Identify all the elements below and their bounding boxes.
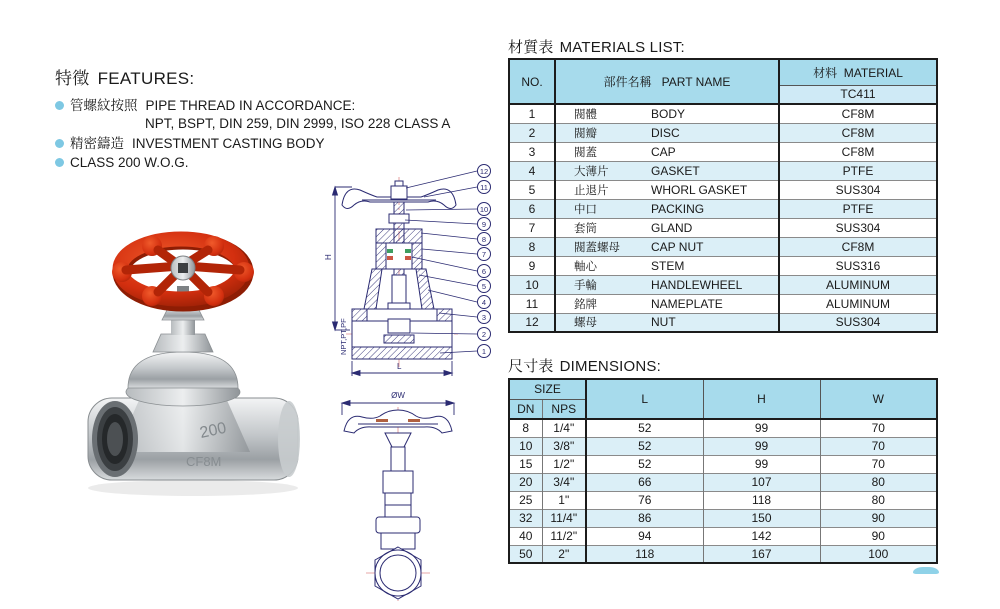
cell-dn: 15 — [509, 455, 542, 473]
col-h: H — [703, 379, 820, 419]
features-section — [55, 64, 495, 172]
callout-9: 9 — [481, 220, 487, 229]
callout-bubbles — [478, 165, 491, 358]
cell-part-zh: 軸心 — [574, 260, 597, 273]
cell-nps: 11/2" — [542, 527, 586, 545]
cell-w: 90 — [820, 527, 937, 545]
table-row — [509, 509, 937, 527]
dim-w-label: ØW — [391, 391, 405, 400]
cell-part-en: NAMEPLATE — [651, 296, 723, 311]
cell-l: 76 — [638, 493, 652, 507]
features-title — [55, 64, 495, 89]
feature-zh: 管螺紋按照 — [70, 98, 138, 113]
feature-en: CLASS 200 W.O.G. — [70, 155, 189, 170]
col-part-en: PART NAME — [661, 75, 731, 89]
cell-no: 12 — [509, 313, 555, 332]
callout-6: 6 — [481, 267, 487, 276]
cell-material: PTFE — [779, 199, 937, 218]
cell-dn: 20 — [509, 473, 542, 491]
dim-l-label: L — [397, 362, 402, 371]
cell-material: CF8M — [779, 104, 937, 123]
callout-1: 1 — [481, 347, 487, 356]
materials-header-row — [509, 59, 937, 85]
cell-w: 90 — [820, 509, 937, 527]
cell-w: 70 — [820, 419, 937, 437]
valve-marking-material: CF8M — [186, 454, 222, 469]
cell-material: CF8M — [779, 142, 937, 161]
cell-no: 10 — [509, 275, 555, 294]
cell-no: 1 — [509, 104, 555, 123]
bullet-icon — [55, 139, 64, 148]
cell-dn: 40 — [509, 527, 542, 545]
callout-2: 2 — [481, 330, 487, 339]
cell-part-zh: 閥蓋螺母 — [555, 237, 647, 256]
table-row — [509, 104, 937, 123]
material-grade: TC411 — [779, 85, 937, 104]
cell-material: SUS304 — [779, 313, 937, 332]
features-title-en: FEATURES: — [97, 69, 195, 88]
cell-nps: 3/8" — [542, 437, 586, 455]
cell-no: 7 — [509, 218, 555, 237]
callout-5: 5 — [481, 282, 487, 291]
cell-part-en: NUT — [647, 313, 779, 332]
cell-part-zh: 止退片 — [574, 184, 609, 197]
feature-item — [55, 134, 495, 153]
table-row — [509, 419, 937, 437]
valve-photo — [58, 220, 303, 505]
dimensions-title-en: DIMENSIONS: — [559, 358, 661, 375]
cell-nps: 1/4" — [542, 419, 586, 437]
callout-4: 4 — [481, 298, 487, 307]
dimensions-header-row — [509, 379, 937, 399]
cell-part-en: GASKET — [647, 161, 779, 180]
table-row — [509, 123, 937, 142]
cell-material: SUS304 — [779, 180, 937, 199]
table-row — [509, 473, 937, 491]
cell-material: SUS316 — [779, 256, 937, 275]
front-view-diagram — [328, 383, 483, 605]
dimensions-table — [508, 378, 938, 564]
col-l: L — [586, 379, 703, 419]
table-row — [509, 313, 937, 332]
materials-table — [508, 58, 938, 333]
feature-zh: 精密鑄造 — [70, 136, 124, 151]
col-material — [779, 59, 937, 85]
dimensions-title-zh: 尺寸表 — [508, 358, 554, 375]
cell-h: 99 — [703, 419, 820, 437]
cell-l: 66 — [586, 473, 703, 491]
cell-h: 167 — [703, 545, 820, 563]
materials-title — [508, 36, 685, 57]
table-row — [509, 545, 937, 563]
cell-part-zh: 大薄片 — [555, 161, 647, 180]
callout-7: 7 — [481, 250, 487, 259]
feature-item — [55, 96, 495, 115]
cell-part-en: GLAND — [651, 220, 693, 235]
cell-part-en: STEM — [651, 258, 685, 273]
cell-h: 107 — [703, 473, 820, 491]
callout-11: 11 — [480, 183, 488, 192]
table-row — [509, 455, 937, 473]
table-row — [509, 294, 937, 313]
cell-no: 9 — [509, 256, 555, 275]
cell-nps: 2" — [542, 545, 586, 563]
cell-material: SUS304 — [779, 218, 937, 237]
table-row — [509, 437, 937, 455]
cell-no: 3 — [509, 142, 555, 161]
cell-dn: 32 — [509, 509, 542, 527]
cell-h: 99 — [703, 455, 820, 473]
cell-no: 6 — [509, 199, 555, 218]
valve-marking-size: 200 — [198, 419, 228, 442]
bullet-icon — [55, 158, 64, 167]
callout-8: 8 — [481, 235, 487, 244]
feature-en: INVESTMENT CASTING BODY — [132, 136, 325, 151]
cell-h: 142 — [703, 527, 820, 545]
cell-material: CF8M — [779, 237, 937, 256]
col-size: SIZE — [509, 379, 586, 399]
cell-h: 99 — [703, 437, 820, 455]
cell-part-en: CAP NUT — [647, 237, 779, 256]
table-row — [509, 161, 937, 180]
dimensions-title — [508, 355, 661, 376]
cell-part-zh: 手輪 — [555, 275, 647, 294]
cell-l: 52 — [586, 437, 703, 455]
cell-part-zh: 閥瓣 — [555, 123, 647, 142]
cell-material: ALUMINUM — [779, 294, 937, 313]
cell-w: 80 — [820, 491, 937, 509]
cell-nps: 11/4" — [542, 509, 586, 527]
cell-no: 5 — [509, 180, 555, 199]
col-no: NO. — [509, 59, 555, 104]
cell-nps: 1/2" — [542, 455, 586, 473]
table-row — [509, 142, 937, 161]
cell-dn: 50 — [509, 545, 542, 563]
table-row — [509, 218, 937, 237]
cell-l: 52 — [638, 421, 652, 436]
cell-part-en: PACKING — [647, 199, 779, 218]
cell-dn: 8 — [509, 419, 542, 437]
table-row — [509, 527, 937, 545]
cell-part-en: HANDLEWHEEL — [647, 275, 779, 294]
cell-w: 70 — [820, 437, 937, 455]
cell-no: 11 — [509, 294, 555, 313]
col-dn: DN — [509, 399, 542, 419]
materials-title-en: MATERIALS LIST: — [559, 39, 685, 56]
cell-l: 52 — [638, 457, 652, 471]
cell-material: ALUMINUM — [779, 275, 937, 294]
cross-section-diagram — [322, 157, 500, 388]
cell-l: 118 — [586, 545, 703, 563]
cell-w: 100 — [820, 545, 937, 563]
callout-12: 12 — [479, 167, 489, 176]
cell-material: CF8M — [779, 123, 937, 142]
cell-l: 86 — [586, 509, 703, 527]
col-material-zh: 材料 — [813, 65, 838, 80]
table-row — [509, 237, 937, 256]
cell-material: PTFE — [779, 161, 937, 180]
features-title-zh: 特徵 — [55, 69, 90, 88]
cell-nps: 3/4" — [542, 473, 586, 491]
col-part-name — [555, 59, 779, 104]
cell-part-en: CAP — [651, 144, 676, 159]
cell-dn: 10 — [509, 437, 542, 455]
cell-no: 8 — [509, 237, 555, 256]
col-w: W — [820, 379, 937, 419]
callout-3: 3 — [481, 313, 487, 322]
col-nps: NPS — [542, 399, 586, 419]
feature-en: PIPE THREAD IN ACCORDANCE: — [145, 98, 356, 113]
table-row — [509, 180, 937, 199]
col-part-zh: 部件名稱 — [603, 75, 652, 89]
table-row — [509, 256, 937, 275]
corner-decoration — [913, 567, 939, 574]
dim-h-label: H — [324, 254, 333, 260]
feature-subline: NPT, BSPT, DIN 259, DIN 2999, ISO 228 CLASS A — [145, 116, 451, 131]
cell-part-zh: 套筒 — [574, 222, 597, 235]
cell-part-zh: 螺母 — [555, 313, 647, 332]
callout-10: 10 — [479, 205, 489, 214]
table-row — [509, 491, 937, 509]
cell-part-en: WHORL GASKET — [651, 182, 748, 197]
cell-no: 4 — [509, 161, 555, 180]
table-row — [509, 275, 937, 294]
cell-part-en: DISC — [647, 123, 779, 142]
cell-l: 94 — [638, 529, 652, 543]
bullet-icon — [55, 101, 64, 110]
cell-h: 118 — [703, 491, 820, 509]
table-row — [509, 199, 937, 218]
cell-part-zh: 銘牌 — [574, 298, 597, 311]
cell-part-zh: 閥蓋 — [574, 146, 597, 159]
cell-w: 80 — [820, 473, 937, 491]
materials-title-zh: 材質表 — [508, 39, 554, 56]
cell-part-zh: 閥體 — [574, 108, 597, 121]
col-material-en: MATERIAL — [843, 65, 903, 80]
cell-w: 70 — [820, 455, 937, 473]
cell-dn: 25 — [509, 491, 542, 509]
cell-no: 2 — [509, 123, 555, 142]
cell-part-zh: 中口 — [555, 199, 647, 218]
cell-part-en: BODY — [651, 106, 686, 121]
thread-standard-label: NPT,PT,PF — [339, 318, 348, 355]
cell-nps: 1" — [542, 491, 586, 509]
cell-h: 150 — [703, 509, 820, 527]
